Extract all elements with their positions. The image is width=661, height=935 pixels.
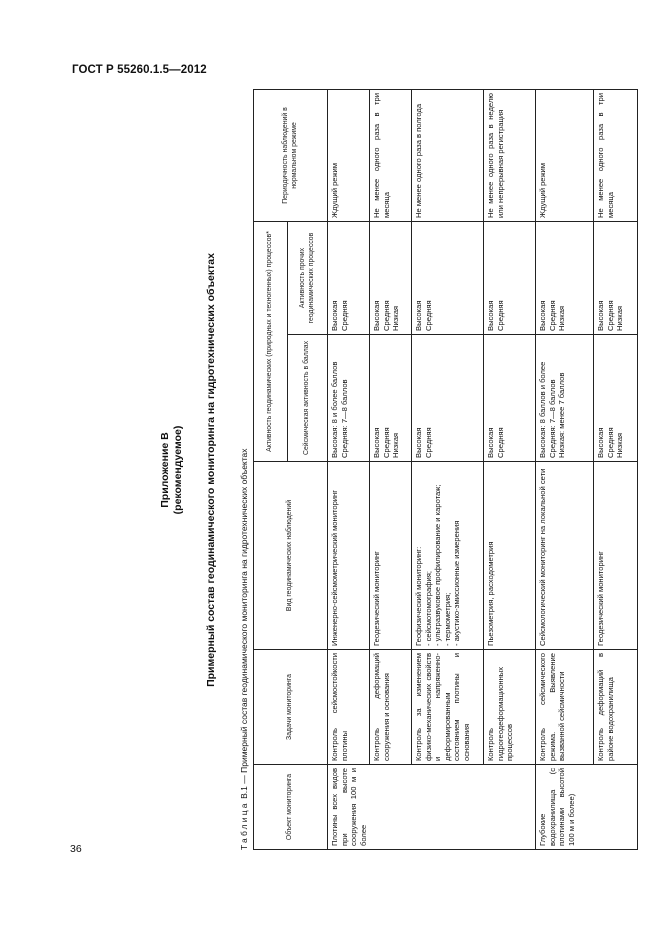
other-cell xyxy=(484,222,536,335)
seismic-value: Средняя: 7—8 баллов xyxy=(547,379,557,458)
header-object: Объект мониторинга xyxy=(254,765,328,850)
seismic-value: Средняя xyxy=(423,427,433,458)
period-cell: Ждущий режим xyxy=(328,90,370,222)
observation-cell: Геодезический мониторинг xyxy=(370,462,412,650)
other-value: Высокая xyxy=(596,300,605,331)
seismic-value: Низкая xyxy=(615,432,625,458)
observation-cell: Сейсмологический мониторинг на локальной сети xyxy=(536,462,594,650)
seismic-cell xyxy=(328,335,370,462)
table-row xyxy=(484,90,536,850)
seismic-cell xyxy=(484,335,536,462)
header-other: Активность прочих геодинамических процессов xyxy=(288,222,328,335)
other-value: Низкая xyxy=(557,305,567,331)
seismic-value: Низкая: менее 7 баллов xyxy=(557,372,567,458)
other-cell xyxy=(412,222,484,335)
header-activity-group: Активность геодинамических (природных и техногенных) процессов* xyxy=(254,222,288,462)
monitoring-table xyxy=(253,89,638,850)
observation-cell: Пьезометрия, расходометрия xyxy=(484,462,536,650)
table-caption xyxy=(239,448,249,850)
period-cell: Ждущий режим xyxy=(536,90,594,222)
other-value: Высокая xyxy=(330,300,339,331)
seismic-value: Высокая: 8 баллов и более xyxy=(538,361,547,458)
appendix-status: (рекомендуемое) xyxy=(172,425,184,515)
seismic-value: Низкая xyxy=(391,432,401,458)
seismic-cell xyxy=(536,335,594,462)
seismic-value: Средняя xyxy=(495,427,505,458)
seismic-value: Высокая xyxy=(596,427,605,458)
seismic-cell xyxy=(370,335,412,462)
header-seismic: Сейсмическая активность в баллах xyxy=(288,335,328,462)
other-cell xyxy=(328,222,370,335)
observation-line: - термометрия; xyxy=(442,592,452,646)
table-row xyxy=(328,90,370,850)
appendix-title xyxy=(159,90,185,850)
seismic-value: Средняя xyxy=(381,427,391,458)
appendix-label: Приложение В xyxy=(159,432,171,508)
table-caption-prefix: Таблица xyxy=(239,801,249,850)
period-cell: Не менее одного раза в полгода xyxy=(412,90,484,222)
period-cell: Не менее одного раза в неделю или непрерывная регистрация xyxy=(484,90,536,222)
task-cell: Контроль сейсмического режима. Выявление вызванной сейсмичности xyxy=(536,650,594,765)
observation-cell: Геодезический мониторинг xyxy=(594,462,638,650)
other-value: Высокая xyxy=(538,300,547,331)
other-value: Средняя xyxy=(495,300,505,331)
seismic-value: Высокая xyxy=(372,427,381,458)
observation-line: - акустико-эмиссионные измерения xyxy=(452,520,462,646)
object-cell: Плотины всех видов при высоте сооружения 100 м и более xyxy=(328,765,536,850)
observation-cell: Инженерно-сейсмометрический мониторинг xyxy=(328,462,370,650)
seismic-value: Средняя xyxy=(605,427,615,458)
seismic-cell xyxy=(594,335,638,462)
header-period: Периодичность наблюдений в нормальном режиме xyxy=(254,90,328,222)
observation-line: Геофизический мониторинг: xyxy=(414,546,423,646)
other-value: Высокая xyxy=(414,300,423,331)
observation-cell xyxy=(412,462,484,650)
other-value: Высокая xyxy=(486,300,495,331)
other-value: Низкая xyxy=(391,305,401,331)
object-cell: Глубокие водохранилища (с плотинами высотой 100 м и более) xyxy=(536,765,638,850)
table-row xyxy=(412,90,484,850)
table-caption-text: — Примерный состав геодинамического мониторинга на гидротехнических объектах xyxy=(239,448,249,784)
other-cell xyxy=(536,222,594,335)
period-cell: Не менее одного раза в три месяца xyxy=(594,90,638,222)
task-cell: Контроль деформаций сооружения и основания xyxy=(370,650,412,765)
seismic-value: Высокая: 8 и более баллов xyxy=(330,361,339,458)
period-cell: Не менее одного раза в три месяца xyxy=(370,90,412,222)
page-number: 36 xyxy=(70,843,82,855)
document-header: ГОСТ Р 55260.1.5—2012 xyxy=(72,64,207,76)
table-caption-number: В.1 xyxy=(239,786,249,799)
section-title: Примерный состав геодинамического мониторинга на гидротехнических объектах xyxy=(205,253,217,687)
other-value: Средняя xyxy=(423,300,433,331)
task-cell: Контроль за изменением физико-механических свойств и напряженно-деформированным состоянием плотины и основания xyxy=(412,650,484,765)
observation-line: - сейсмотомография; xyxy=(423,571,433,646)
header-tasks: Задачи мониторинга xyxy=(254,650,328,765)
task-cell: Контроль сейсмостойкости плотины xyxy=(328,650,370,765)
other-value: Высокая xyxy=(372,300,381,331)
other-value: Низкая xyxy=(615,305,625,331)
other-value: Средняя xyxy=(605,300,615,331)
other-cell xyxy=(370,222,412,335)
other-value: Средняя xyxy=(547,300,557,331)
rotated-content xyxy=(151,90,625,850)
seismic-cell xyxy=(412,335,484,462)
seismic-value: Средняя: 7—8 баллов xyxy=(339,379,349,458)
seismic-value: Высокая xyxy=(414,427,423,458)
table-row xyxy=(370,90,412,850)
other-value: Средняя xyxy=(339,300,349,331)
header-observation: Вид геодинамических наблюдений xyxy=(254,462,328,650)
task-cell: Контроль деформаций в районе водохранилища xyxy=(594,650,638,765)
table-row xyxy=(536,90,594,850)
other-value: Средняя xyxy=(381,300,391,331)
seismic-value: Высокая xyxy=(486,427,495,458)
task-cell: Контроль гидрогеодеформационных процессов xyxy=(484,650,536,765)
other-cell xyxy=(594,222,638,335)
table-row xyxy=(594,90,638,850)
observation-line: - ультразвуковое профилирование и каротаж; xyxy=(433,484,443,646)
